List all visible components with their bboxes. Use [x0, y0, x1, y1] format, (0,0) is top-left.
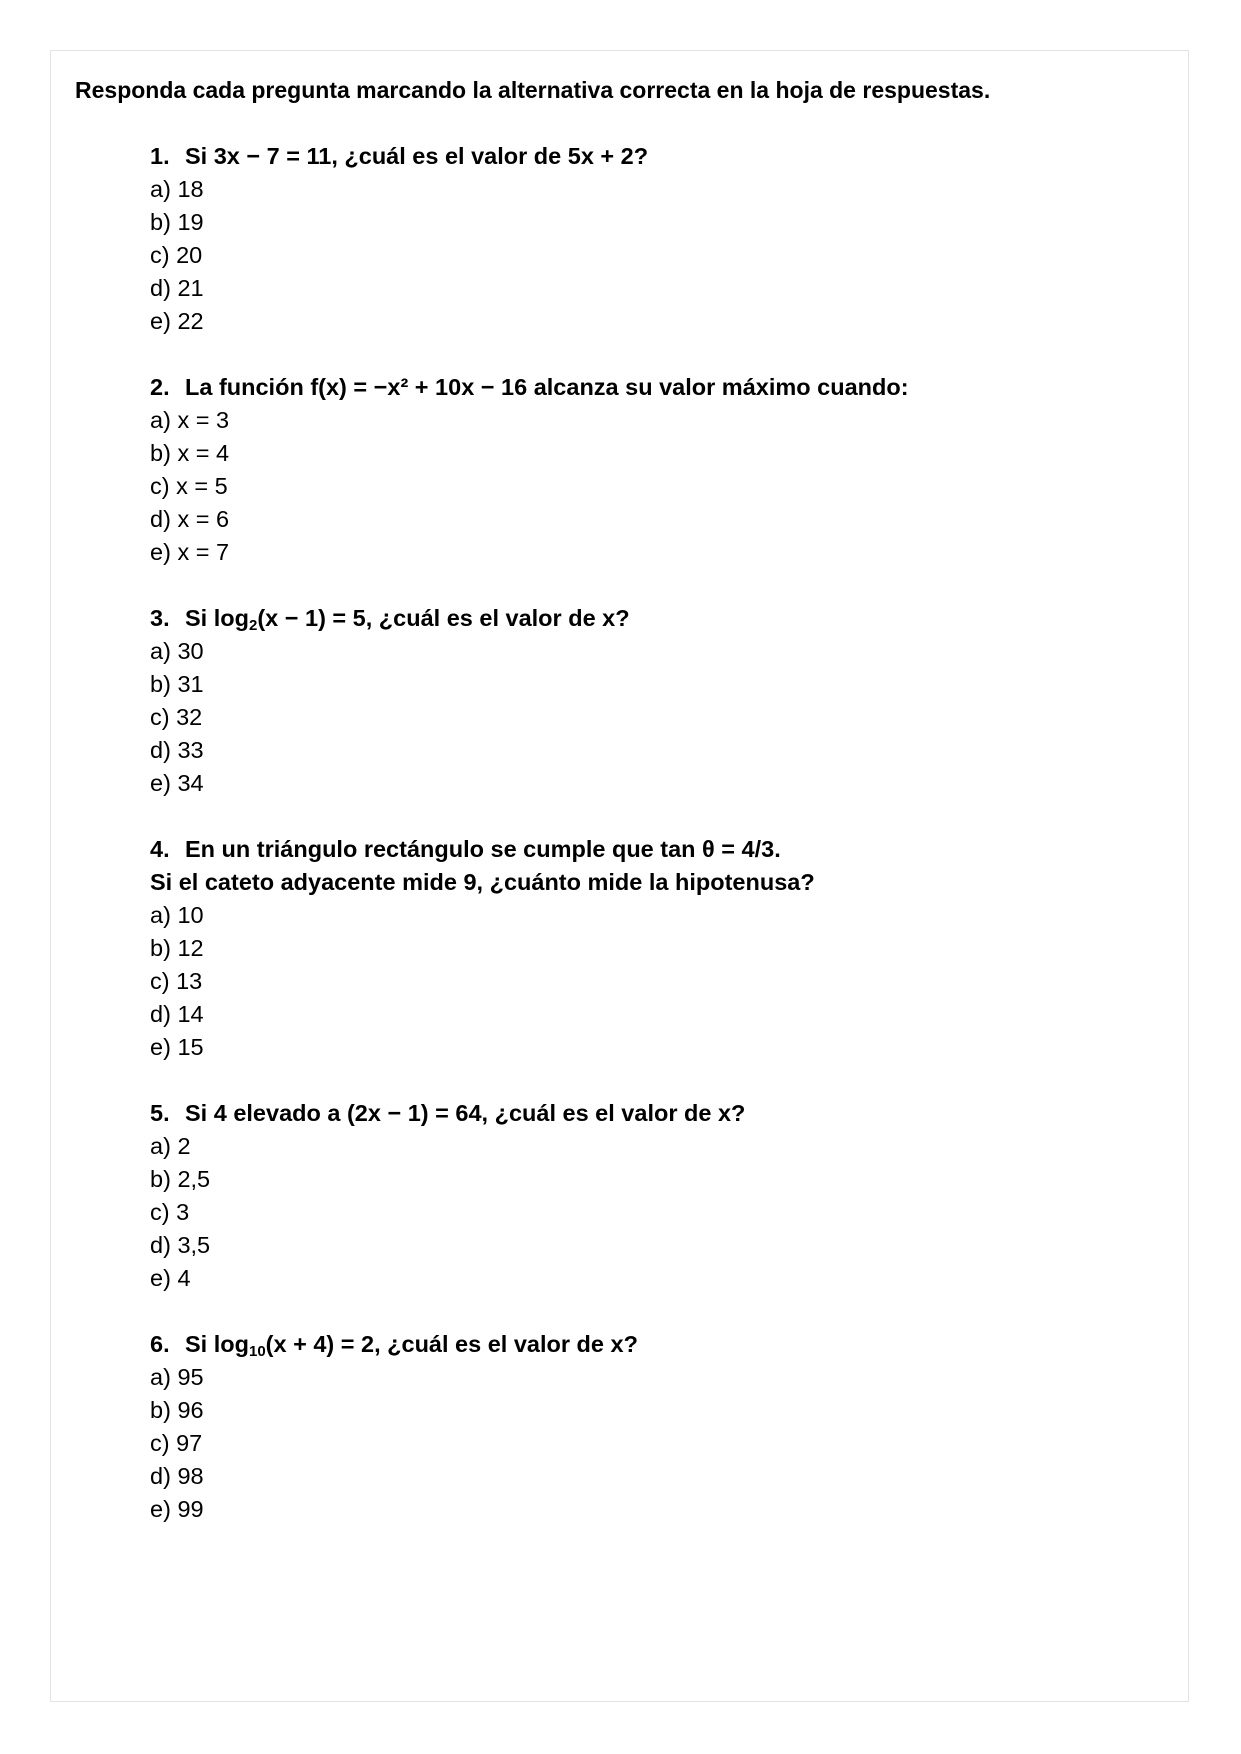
option-text: 15: [177, 1034, 204, 1060]
question-4: [150, 833, 1150, 1064]
option-letter: e): [150, 1496, 171, 1522]
option-d[interactable]: [150, 272, 1150, 305]
option-letter: e): [150, 539, 171, 565]
option-e[interactable]: [150, 1262, 1150, 1295]
option-text: 19: [177, 209, 204, 235]
option-letter: b): [150, 1397, 171, 1423]
option-text: 96: [177, 1397, 204, 1423]
option-text: 12: [177, 935, 204, 961]
option-list: [150, 1130, 1150, 1295]
option-text: x = 3: [177, 407, 230, 433]
option-letter: a): [150, 407, 171, 433]
option-text: 21: [177, 275, 204, 301]
question-stem: [150, 602, 1150, 635]
option-letter: c): [150, 1199, 170, 1225]
option-d[interactable]: [150, 1229, 1150, 1262]
log-base-subscript: 2: [248, 617, 258, 634]
option-text: x = 7: [177, 539, 230, 565]
question-5: [150, 1097, 1150, 1295]
option-list: [150, 899, 1150, 1064]
option-letter: b): [150, 440, 171, 466]
option-e[interactable]: [150, 1031, 1150, 1064]
question-2: [150, 371, 1150, 569]
option-letter: a): [150, 902, 171, 928]
option-text: 98: [177, 1463, 204, 1489]
question-3: [150, 602, 1150, 800]
option-text: 13: [176, 968, 203, 994]
log-base-subscript: 10: [248, 1343, 266, 1360]
option-text: 3,5: [177, 1232, 211, 1258]
option-letter: d): [150, 1001, 171, 1027]
option-letter: d): [150, 275, 171, 301]
option-text: 31: [177, 671, 204, 697]
question-6: [150, 1328, 1150, 1526]
question-number: 3.: [150, 605, 170, 631]
option-text: 20: [176, 242, 203, 268]
option-text: 4: [177, 1265, 191, 1291]
option-text: 22: [177, 308, 204, 334]
option-text: x = 4: [177, 440, 230, 466]
question-stem: [150, 140, 1150, 173]
question-stem: [150, 833, 1150, 866]
option-a[interactable]: [150, 1361, 1150, 1394]
option-b[interactable]: [150, 1394, 1150, 1427]
option-letter: c): [150, 242, 170, 268]
option-a[interactable]: [150, 635, 1150, 668]
option-text: 97: [176, 1430, 203, 1456]
question-number: 5.: [150, 1100, 170, 1126]
option-letter: a): [150, 1364, 171, 1390]
question-stem: [150, 1097, 1150, 1130]
option-text: 99: [177, 1496, 204, 1522]
option-list: [150, 1361, 1150, 1526]
instructions-heading: Responda cada pregunta marcando la alternativa correcta en la hoja de respuestas.: [75, 77, 991, 103]
question-text-before: Si log: [185, 1331, 249, 1357]
option-text: 95: [177, 1364, 204, 1390]
question-stem: [150, 371, 1150, 404]
option-text: 2,5: [177, 1166, 211, 1192]
question-text-line-1: En un triángulo rectángulo se cumple que tan θ = 4/3.: [185, 836, 781, 862]
option-letter: b): [150, 1166, 171, 1192]
option-text: 2: [177, 1133, 191, 1159]
question-text-after: (x + 4) = 2, ¿cuál es el valor de x?: [265, 1331, 638, 1357]
option-letter: a): [150, 1133, 171, 1159]
option-b[interactable]: [150, 206, 1150, 239]
question-text: Si 3x − 7 = 11, ¿cuál es el valor de 5x + 2?: [185, 143, 649, 169]
question-text-line-2: Si el cateto adyacente mide 9, ¿cuánto mide la hipotenusa?: [150, 869, 815, 895]
option-b[interactable]: [150, 437, 1150, 470]
option-c[interactable]: [150, 239, 1150, 272]
option-letter: c): [150, 473, 170, 499]
option-text: x = 5: [176, 473, 228, 499]
option-e[interactable]: [150, 305, 1150, 338]
question-number: 6.: [150, 1331, 170, 1357]
option-letter: e): [150, 770, 171, 796]
option-letter: c): [150, 1430, 170, 1456]
option-text: 30: [177, 638, 204, 664]
option-text: 10: [177, 902, 204, 928]
option-d[interactable]: [150, 1460, 1150, 1493]
option-letter: b): [150, 209, 171, 235]
option-text: 33: [177, 737, 204, 763]
question-text: La función f(x) = −x² + 10x − 16 alcanza su valor máximo cuando:: [185, 374, 909, 400]
question-number: 4.: [150, 836, 170, 862]
option-b[interactable]: [150, 1163, 1150, 1196]
option-letter: a): [150, 638, 171, 664]
option-d[interactable]: [150, 998, 1150, 1031]
option-letter: d): [150, 737, 171, 763]
question-stem: [150, 1328, 1150, 1361]
question-number: 1.: [150, 143, 170, 169]
question-text-before: Si log: [185, 605, 249, 631]
option-letter: e): [150, 1034, 171, 1060]
option-b[interactable]: [150, 932, 1150, 965]
option-list: [150, 635, 1150, 800]
option-text: 18: [177, 176, 204, 202]
option-c[interactable]: [150, 1427, 1150, 1460]
question-text-after: (x − 1) = 5, ¿cuál es el valor de x?: [257, 605, 630, 631]
option-c[interactable]: [150, 1196, 1150, 1229]
option-letter: c): [150, 968, 170, 994]
question-list: [150, 140, 1150, 1559]
option-d[interactable]: [150, 734, 1150, 767]
option-letter: e): [150, 308, 171, 334]
option-text: 34: [177, 770, 204, 796]
option-letter: d): [150, 1232, 171, 1258]
option-letter: e): [150, 1265, 171, 1291]
option-a[interactable]: [150, 404, 1150, 437]
option-list: [150, 404, 1150, 569]
question-text: Si 4 elevado a (2x − 1) = 64, ¿cuál es el valor de x?: [185, 1100, 746, 1126]
option-text: 3: [176, 1199, 190, 1225]
question-1: [150, 140, 1150, 338]
option-letter: c): [150, 704, 170, 730]
option-text: 14: [177, 1001, 204, 1027]
option-e[interactable]: [150, 536, 1150, 569]
option-list: [150, 173, 1150, 338]
option-a[interactable]: [150, 173, 1150, 206]
option-d[interactable]: [150, 503, 1150, 536]
option-c[interactable]: [150, 965, 1150, 998]
option-e[interactable]: [150, 1493, 1150, 1526]
question-number: 2.: [150, 374, 170, 400]
question-stem-continuation: [150, 866, 1150, 899]
option-a[interactable]: [150, 899, 1150, 932]
option-letter: a): [150, 176, 171, 202]
option-e[interactable]: [150, 767, 1150, 800]
option-text: x = 6: [177, 506, 230, 532]
option-b[interactable]: [150, 668, 1150, 701]
option-c[interactable]: [150, 701, 1150, 734]
option-letter: d): [150, 1463, 171, 1489]
option-c[interactable]: [150, 470, 1150, 503]
option-letter: b): [150, 671, 171, 697]
option-letter: b): [150, 935, 171, 961]
option-letter: d): [150, 506, 171, 532]
option-a[interactable]: [150, 1130, 1150, 1163]
option-text: 32: [176, 704, 203, 730]
